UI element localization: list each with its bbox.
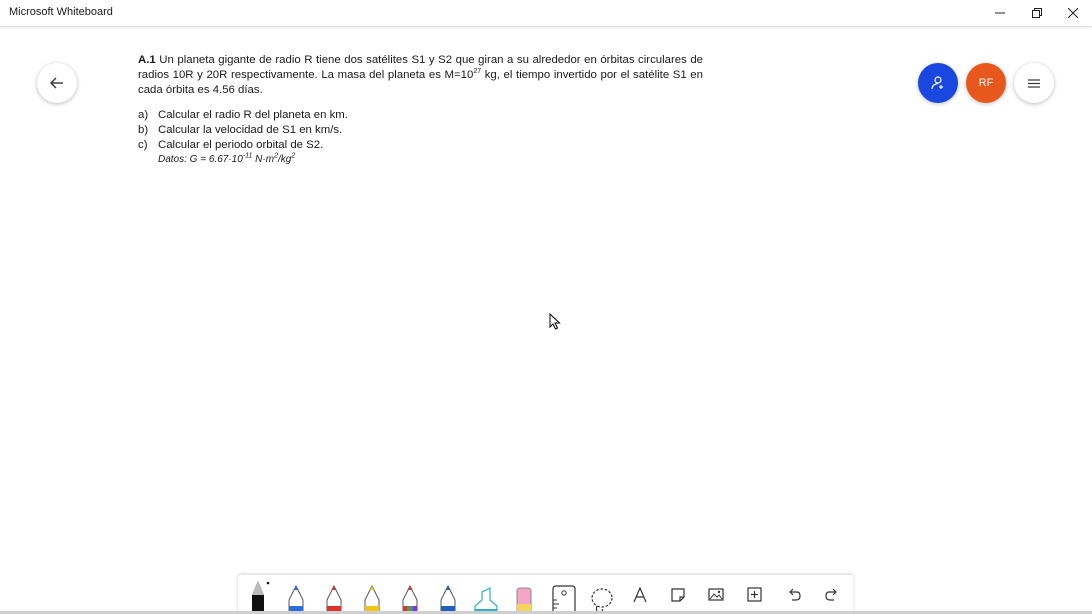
lasso-tool[interactable]: [584, 575, 620, 614]
insert-tool[interactable]: [736, 575, 772, 614]
data-line: [158, 153, 703, 167]
image-icon: [708, 588, 724, 601]
close-button[interactable]: [1055, 0, 1091, 26]
lasso-icon: [589, 584, 615, 614]
hamburger-icon: [1028, 79, 1040, 88]
window-title: Microsoft Whiteboard: [9, 6, 113, 18]
black-pen-tool[interactable]: [240, 575, 276, 614]
question-label: b): [138, 124, 149, 136]
add-person-icon: [931, 76, 945, 90]
question-c: [138, 138, 703, 153]
problem-text-block[interactable]: [138, 53, 703, 167]
insert-plus-icon: [747, 587, 762, 602]
datos-exponent: 2: [291, 152, 296, 160]
blue-pen-icon: [286, 584, 306, 614]
text-icon: [633, 587, 647, 603]
red-pen-tool[interactable]: [316, 575, 352, 614]
redo-icon: [825, 588, 839, 602]
close-icon: [1068, 8, 1078, 18]
question-list: [138, 108, 703, 153]
mouse-cursor-icon: [549, 313, 561, 330]
minimize-button[interactable]: [982, 0, 1018, 26]
highlighter-tool[interactable]: [468, 575, 504, 614]
question-b: [138, 123, 703, 138]
datos-unit: /kg: [277, 154, 292, 165]
datos-unit: N·m: [252, 154, 275, 165]
note-tool[interactable]: [660, 575, 696, 614]
datos-prefix: Datos: G = 6.67·10: [158, 154, 243, 165]
restore-icon: [1032, 8, 1042, 18]
galaxy-pen-icon: [438, 584, 458, 614]
eraser-icon: [515, 584, 533, 614]
highlighter-icon: [473, 584, 499, 614]
menu-button[interactable]: [1014, 63, 1054, 103]
sticky-note-icon: [671, 588, 685, 602]
title-bar: [0, 0, 1092, 27]
blue-pen-tool[interactable]: [278, 575, 314, 614]
restore-button[interactable]: [1019, 0, 1055, 26]
undo-button[interactable]: [776, 575, 812, 614]
question-text: Calcular el periodo orbital de S2.: [158, 139, 324, 151]
question-label: a): [138, 109, 149, 121]
galaxy-pen-tool[interactable]: [430, 575, 466, 614]
undo-icon: [787, 588, 801, 602]
rainbow-pen-icon: [400, 584, 420, 614]
inking-toolbar: [238, 575, 853, 614]
intro-part2: kg, el tiempo invertido por el satélite S1 en cada órbita es 4.56 días.: [138, 69, 703, 96]
eraser-tool[interactable]: [506, 575, 542, 614]
invite-button[interactable]: [918, 63, 958, 103]
question-a: [138, 108, 703, 123]
problem-intro: [138, 53, 703, 98]
yellow-pen-icon: [362, 584, 382, 614]
back-button[interactable]: [37, 63, 77, 103]
minimize-icon: [995, 8, 1005, 18]
question-label: c): [138, 139, 148, 151]
datos-exponent: -11: [242, 152, 253, 160]
red-pen-icon: [324, 584, 344, 614]
intro-part1: Un planeta gigante de radio R tiene dos satélites S1 y S2 que giran a su alrededor en órbitas circulares de radios 10R y 20R respectivamente. La masa del planeta es M=10: [138, 54, 703, 81]
rainbow-pen-tool[interactable]: [392, 575, 428, 614]
yellow-pen-tool[interactable]: [354, 575, 390, 614]
problem-label: A.1: [138, 54, 156, 66]
black-pen-icon: [246, 577, 270, 614]
ruler-tool[interactable]: [546, 575, 582, 614]
text-tool[interactable]: [622, 575, 658, 614]
ruler-icon: [551, 584, 577, 614]
image-tool[interactable]: [698, 575, 734, 614]
datos-exponent: 2: [274, 152, 278, 160]
redo-button[interactable]: [814, 575, 850, 614]
arrow-left-icon: [50, 77, 64, 89]
question-text: Calcular la velocidad de S1 en km/s.: [158, 124, 343, 136]
question-text: Calcular el radio R del planeta en km.: [158, 109, 348, 121]
avatar[interactable]: RF: [966, 63, 1006, 103]
intro-exponent: 27: [473, 68, 482, 76]
